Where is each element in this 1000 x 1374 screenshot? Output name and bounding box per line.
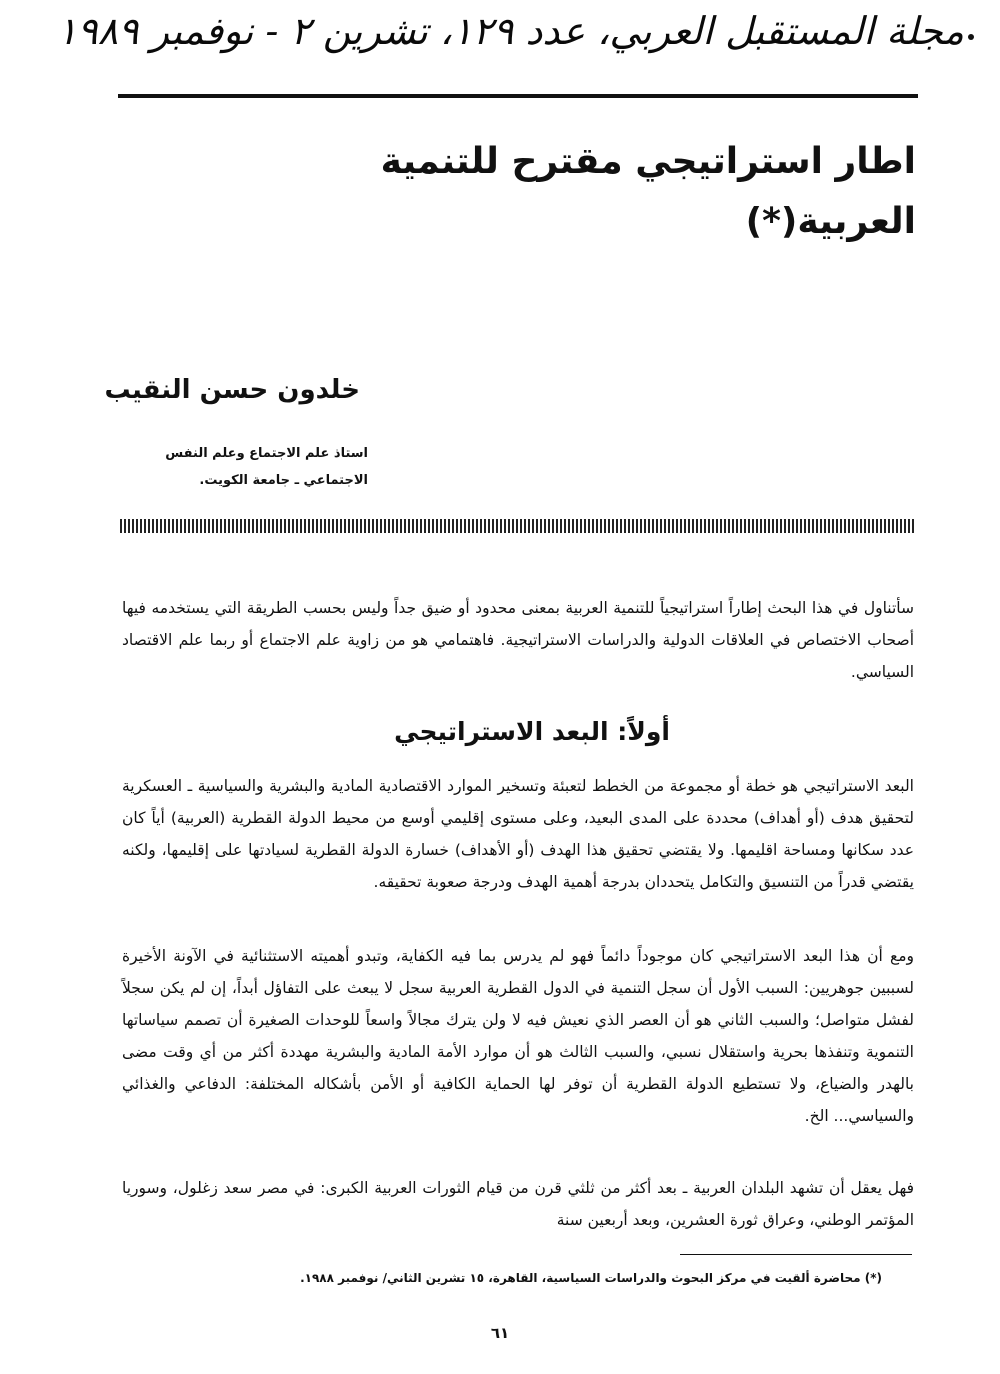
top-rule [118, 94, 918, 98]
body-paragraph: البعد الاستراتيجي هو خطة أو مجموعة من الخطط لتعبئة وتسخير الموارد الاقتصادية المادية والبشرية والسياسية ـ العسكرية لتحقيق هدف (أو أهداف) محددة على المدى البعيد، وعلى مستوى إقليمي أوسع من محيط الدولة القطرية (العربية) أياً كان عدد سكانها ومساحة اقليمها. ولا يقتضي تحقيق هذا الهدف (أو الأهداف) خسارة الدولة القطرية لسيادتها على إقليمها، ولكنه يقتضي قدراً من التنسيق والتكامل يتحددان بدرجة أهمية الهدف ودرجة صعوبة تحقيقه. [122, 777, 914, 891]
handwritten-note: مجلة المستقبل العربي، عدد ١٢٩، تشرين ٢ - نوفمبر ١٩٨٩ [56, 9, 964, 53]
section-heading: أولاً: البعد الاستراتيجي [394, 717, 670, 746]
intro-paragraph: سأتناول في هذا البحث إطاراً استراتيجياً للتنمية العربية بمعنى محدود أو ضيق جداً وليس بحسب الطريقة التي يستخدمه فيها أصحاب الاختصاص في العلاقات الدولية والدراسات الاستراتيجية. فاهتمامي هو من زاوية علم الاجتماع أو ربما علم الاقتصاد السياسي. [122, 599, 914, 681]
body-paragraph: فهل يعقل أن تشهد البلدان العربية ـ بعد أكثر من ثلثي قرن من قيام الثورات العربية الكبرى: في مصر سعد زغلول، وسوريا المؤتمر الوطني، وعراق ثورة العشرين، وبعد أربعين سنة [122, 1179, 914, 1229]
ornamental-divider [120, 519, 915, 533]
affiliation-line-1: استاذ علم الاجتماع وعلم النفس [165, 446, 368, 461]
footnote-rule [680, 1254, 912, 1255]
author-name: خلدون حسن النقيب [104, 375, 360, 405]
article-title: اطار استراتيجي مقترح للتنمية العربية(*) [380, 141, 916, 242]
author-affiliation [48, 440, 368, 494]
body-paragraph: ومع أن هذا البعد الاستراتيجي كان موجوداً دائماً فهو لم يدرس بما فيه الكفاية، وتبدو أهميته الاستثنائية في الآونة الأخيرة لسببين جوهريين: السبب الأول أن سجل التنمية في الدول القطرية العربية سجل لا يبعث على التفاؤل أبداً، إن لم يكن سجلاً لفشل متواصل؛ والسبب الثاني هو أن العصر الذي نعيش فيه لا ولن يترك مجالاً واسعاً للوحدات الصغيرة أن تصمم سياساتها التنموية وتنفذها بحرية واستقلال نسبي، والسبب الثالث هو أن موارد الأمة المادية والبشرية مهددة أكثر من أي وقت مضى بالهدر والضياع، ولا تستطيع الدولة القطرية أن توفر لها الحماية الكافية أو الأمن بأشكاله المختلفة: الدفاعي والغذائي والسياسي... الخ. [122, 947, 914, 1125]
handwritten-dot [968, 34, 974, 40]
footnote: (*) محاضرة ألقيت في مركز البحوث والدراسات السياسية، القاهرة، ١٥ تشرين الثاني/ نوفمبر ١٩٨٨. [300, 1271, 882, 1285]
page-number: ٦١ [490, 1324, 510, 1342]
affiliation-line-2: الاجتماعي ـ جامعة الكويت. [199, 473, 368, 488]
